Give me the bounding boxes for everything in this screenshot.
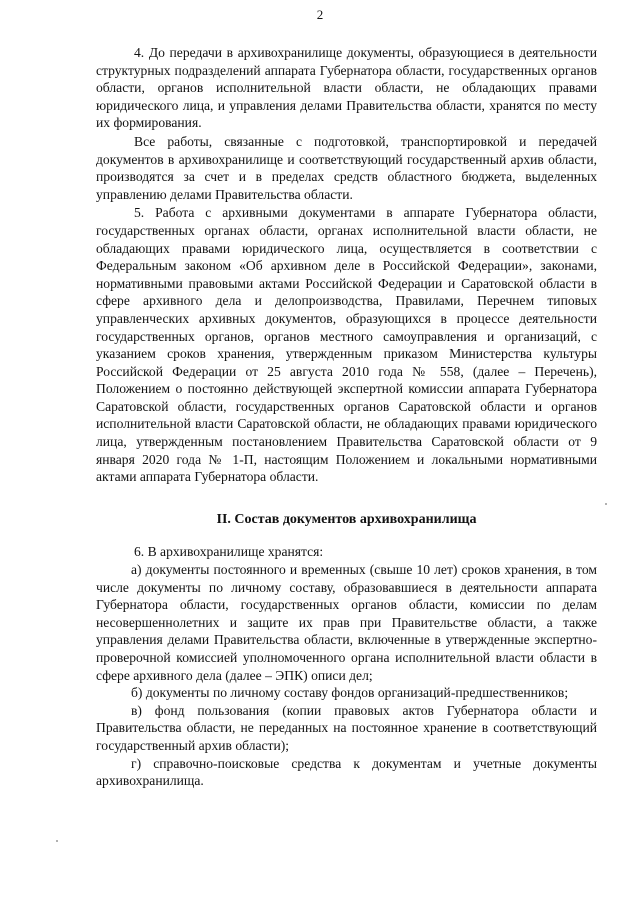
list-item-a: а) документы постоянного и временных (свыше 10 лет) сроков хранения, в том числе документы по личному составу, образовавшиеся в деятельности аппарата Губернатора области, государственных органов области, комиссии по делам несовершеннолетних и защите их прав при Правительстве области, а также управления делами Правительства области, включенные в утвержденные экспертно-проверочной комиссией уполномоченного органа исполнительной власти области в сфере архивного дела (далее – ЭПК) описи дел; (96, 562, 597, 683)
scan-speck (605, 503, 607, 505)
paragraph-work-funding: Все работы, связанные с подготовкой, транспортировкой и передачей документов в архивохранилище и соответствующий государственный архив области, производятся за счет и в пределах средств областного бюджета, выделенных управлению делами Правительства области. (96, 133, 597, 202)
page-number: 2 (316, 7, 324, 22)
list-item-v: в) фонд пользования (копии правовых актов Губернатора области и Правительства области, не переданных на постоянное хранение в соответствующий государственный архив области); (96, 702, 597, 753)
section-heading: II. Состав документов архивохранилища (216, 511, 477, 527)
list-item-g: г) справочно-поисковые средства к документам и учетные документы архивохранилища. (96, 755, 597, 789)
document-body (96, 44, 597, 790)
paragraph-item-6: 6. В архивохранилище хранятся: (134, 544, 324, 560)
scan-speck (56, 840, 58, 842)
list-item-b: б) документы по личному составу фондов организаций-предшественников; (131, 685, 569, 701)
paragraph-item-5: 5. Работа с архивными документами в аппарате Губернатора области, государственных органах области, органах исполнительной власти области, не обладающих правами юридического лица, осуществляется в соответствии с Федеральным законом «Об архивном деле в Российской Федерации», законами, нормативными правовыми актами Российской Федерации и Саратовской области в сфере архивного дела и делопроизводства, Правилами, Перечнем типовых управленческих архивных документов, образующихся в процессе деятельности государственных органов, органов местного самоуправления и организаций, с указанием сроков хранения, утвержденным приказом Министерства культуры Российской Федерации от 25 августа 2010 года № 558, (далее – Перечень), Положением о постоянно действующей экспертной комиссии аппарата Губернатора Саратовской области, государственных органов Саратовской области и органов исполнительной власти Саратовской области, не обладающих правами юридического лица, утвержденным постановлением Правительства Саратовской области от 9 января 2020 года № 1-П, настоящим Положением и локальными нормативными актами аппарата Губернатора области. (96, 205, 597, 485)
paragraph-item-4: 4. До передачи в архивохранилище документы, образующиеся в деятельности структурных подразделений аппарата Губернатора области, государственных органов области, органов исполнительной власти области, не обладающих правами юридического лица, и управления делами Правительства области, хранятся по месту их формирования. (96, 45, 597, 131)
